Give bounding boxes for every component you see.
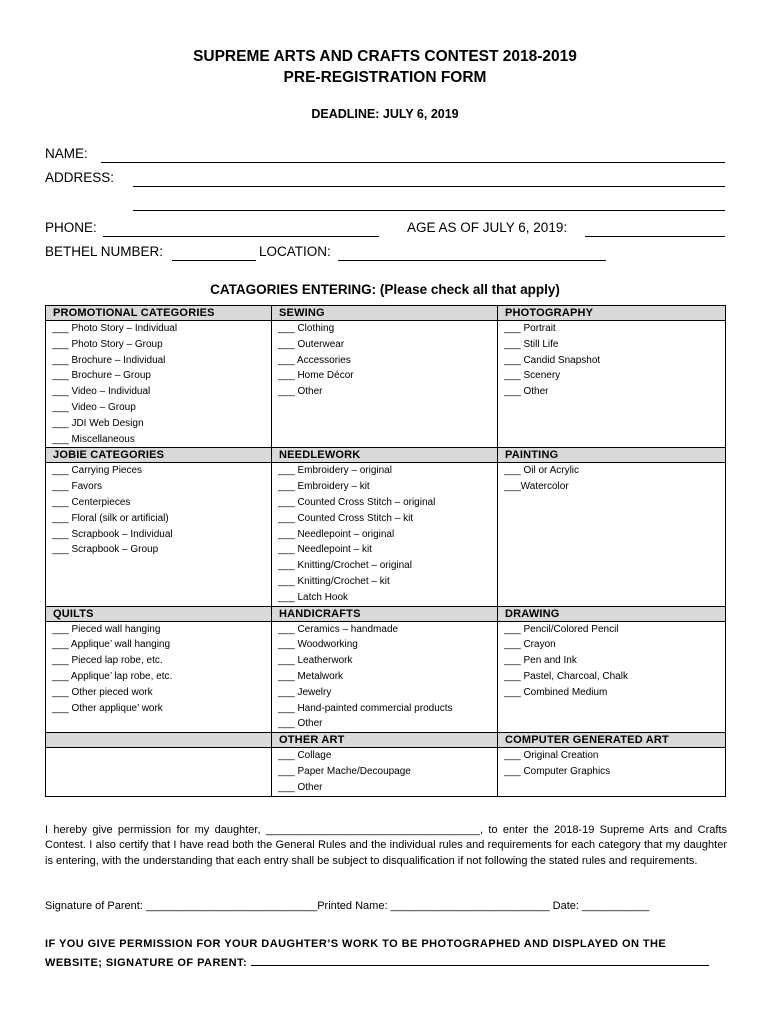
name-label: NAME: [45,146,88,161]
category-option[interactable]: ___ Clothing [278,323,335,334]
category-option[interactable]: ___ Carrying Pieces [52,465,143,477]
category-option[interactable]: ___ Jewelry [278,686,332,698]
category-option[interactable]: ___ Combined Medium [504,686,608,698]
category-option[interactable]: ___ Floral (silk or artificial) [52,512,169,524]
category-option[interactable]: ___ Pieced lap robe, etc. [52,655,163,667]
categories-heading: CATAGORIES ENTERING: (Please check all that apply) [210,282,560,297]
phone-label: PHONE: [45,220,97,235]
age-field[interactable] [585,236,725,237]
category-option[interactable]: ___ Centerpieces [52,496,131,508]
category-header: COMPUTER GENERATED ART [498,733,726,748]
category-items [498,748,726,796]
category-items [46,621,272,733]
photo-signature-field[interactable] [251,955,709,966]
category-items [498,463,726,606]
category-items [272,463,498,606]
category-option[interactable]: ___ Photo Story – Group [52,338,163,350]
category-option[interactable]: ___ Needlepoint – kit [278,544,372,556]
category-items [272,321,498,448]
category-header: PROMOTIONAL CATEGORIES [46,306,272,321]
category-header: JOBIE CATEGORIES [46,448,272,463]
category-option[interactable]: ___ Portrait [504,323,556,334]
category-option[interactable]: ___ Paper Mache/Decoupage [278,765,411,777]
address-field-line1[interactable] [133,186,725,187]
category-option[interactable]: ___ Computer Graphics [504,765,611,777]
category-option[interactable]: ___ Counted Cross Stitch – kit [278,512,414,524]
category-option[interactable]: ___ Pencil/Colored Pencil [504,623,619,635]
category-option[interactable]: ___ Ceramics – handmade [278,623,399,635]
category-option[interactable]: ___ Needlepoint – original [278,528,395,540]
category-option[interactable]: ___ Home Décor [278,370,354,382]
category-items [272,748,498,796]
category-option[interactable]: ___ Other [504,386,549,398]
category-header: HANDICRAFTS [272,606,498,621]
category-option[interactable]: ___ Pastel, Charcoal, Chalk [504,670,628,682]
category-items [46,463,272,606]
category-option[interactable]: ___ Other [278,781,323,793]
category-option[interactable]: ___ Embroidery – original [278,465,392,477]
category-option[interactable]: ___ JDI Web Design [52,417,144,429]
category-header: QUILTS [46,606,272,621]
category-option[interactable]: ___ Video – Individual [52,386,151,398]
category-option[interactable]: ___ Metalwork [278,670,344,682]
category-header-empty [46,733,272,748]
category-option[interactable]: ___ Pieced wall hanging [52,623,161,635]
category-header: OTHER ART [272,733,498,748]
age-label: AGE AS OF JULY 6, 2019: [407,220,568,235]
category-option[interactable]: ___ Video – Group [52,401,136,413]
category-option[interactable]: ___ Applique’ lap robe, etc. [52,670,173,682]
category-option[interactable]: ___ Original Creation [504,750,599,762]
category-option[interactable]: ___ Pen and Ink [504,655,577,667]
category-option[interactable]: ___ Knitting/Crochet – original [278,560,412,572]
category-option[interactable]: ___ Miscellaneous [52,433,135,445]
deadline: DEADLINE: JULY 6, 2019 [311,107,459,121]
form-subtitle: PRE-REGISTRATION FORM [283,69,487,86]
category-option[interactable]: ___ Woodworking [278,639,358,651]
address-label: ADDRESS: [45,170,115,185]
phone-field[interactable] [103,236,379,237]
bethel-label: BETHEL NUMBER: [45,244,164,259]
photo-permission [45,935,727,973]
category-option[interactable]: ___ Oil or Acrylic [504,465,580,477]
signature-line[interactable]: Signature of Parent: ____________________________Printed Name: __________________________ Date: ___________ [45,900,650,912]
category-option[interactable]: ___ Other [278,718,323,730]
category-items-empty [46,748,272,796]
category-option[interactable]: ___ Other applique’ work [52,702,163,714]
photo-permission-text: IF YOU GIVE PERMISSION FOR YOUR DAUGHTER’S WORK TO BE PHOTOGRAPHED AND DISPLAYED ON THE WEBSITE; SIGNATURE OF PARENT: [45,938,667,969]
category-option[interactable]: ___Watercolor [504,481,569,493]
category-option[interactable]: ___ Other pieced work [52,686,153,698]
category-option[interactable]: ___ Brochure – Individual [52,354,166,366]
category-option[interactable]: ___ Scrapbook – Individual [52,528,173,540]
category-option[interactable]: ___ Crayon [504,639,556,651]
location-field[interactable] [338,260,606,261]
category-option[interactable]: ___ Applique’ wall hanging [52,639,171,651]
category-option[interactable]: ___ Embroidery – kit [278,481,370,493]
category-header: PAINTING [498,448,726,463]
category-option[interactable]: ___ Candid Snapshot [504,354,601,366]
permission-statement: I hereby give permission for my daughter, ___________________________________, to enter the 2018-19 Supreme Arts and Crafts Contest. I also certify that I have read both the General Rules and the individual rules and requirements for each category that my daughter is entering, with the understanding that each entry shall be subject to disqualification if not following the stated rules and requirements. [45,824,727,867]
name-field[interactable] [101,162,725,163]
category-option[interactable]: ___ Accessories [278,354,351,366]
category-option[interactable]: ___ Still Life [504,338,559,350]
category-option[interactable]: ___ Knitting/Crochet – kit [278,575,390,587]
category-option[interactable]: ___ Outerwear [278,338,345,350]
category-header: PHOTOGRAPHY [498,306,726,321]
category-option[interactable]: ___ Leatherwork [278,655,353,667]
category-header: NEEDLEWORK [272,448,498,463]
category-header: SEWING [272,306,498,321]
category-items [498,321,726,448]
category-option[interactable]: ___ Scenery [504,370,561,382]
category-items [46,321,272,448]
category-option[interactable]: ___ Brochure – Group [52,370,151,382]
form-title: SUPREME ARTS AND CRAFTS CONTEST 2018-2019 [193,48,577,65]
category-option[interactable]: ___ Hand-painted commercial products [278,702,453,714]
category-items [498,621,726,733]
category-option[interactable]: ___ Favors [52,481,103,493]
categories-table [45,305,726,797]
category-items [272,621,498,733]
category-header: DRAWING [498,606,726,621]
category-option[interactable]: ___ Collage [278,750,332,762]
category-option[interactable]: ___ Other [278,386,323,398]
category-option[interactable]: ___ Latch Hook [278,591,349,603]
bethel-field[interactable] [172,260,256,261]
category-option[interactable]: ___ Counted Cross Stitch – original [278,496,436,508]
address-field-line2[interactable] [133,210,725,211]
category-option[interactable]: ___ Photo Story – Individual [52,323,178,334]
location-label: LOCATION: [259,244,331,259]
category-option[interactable]: ___ Scrapbook – Group [52,544,159,556]
